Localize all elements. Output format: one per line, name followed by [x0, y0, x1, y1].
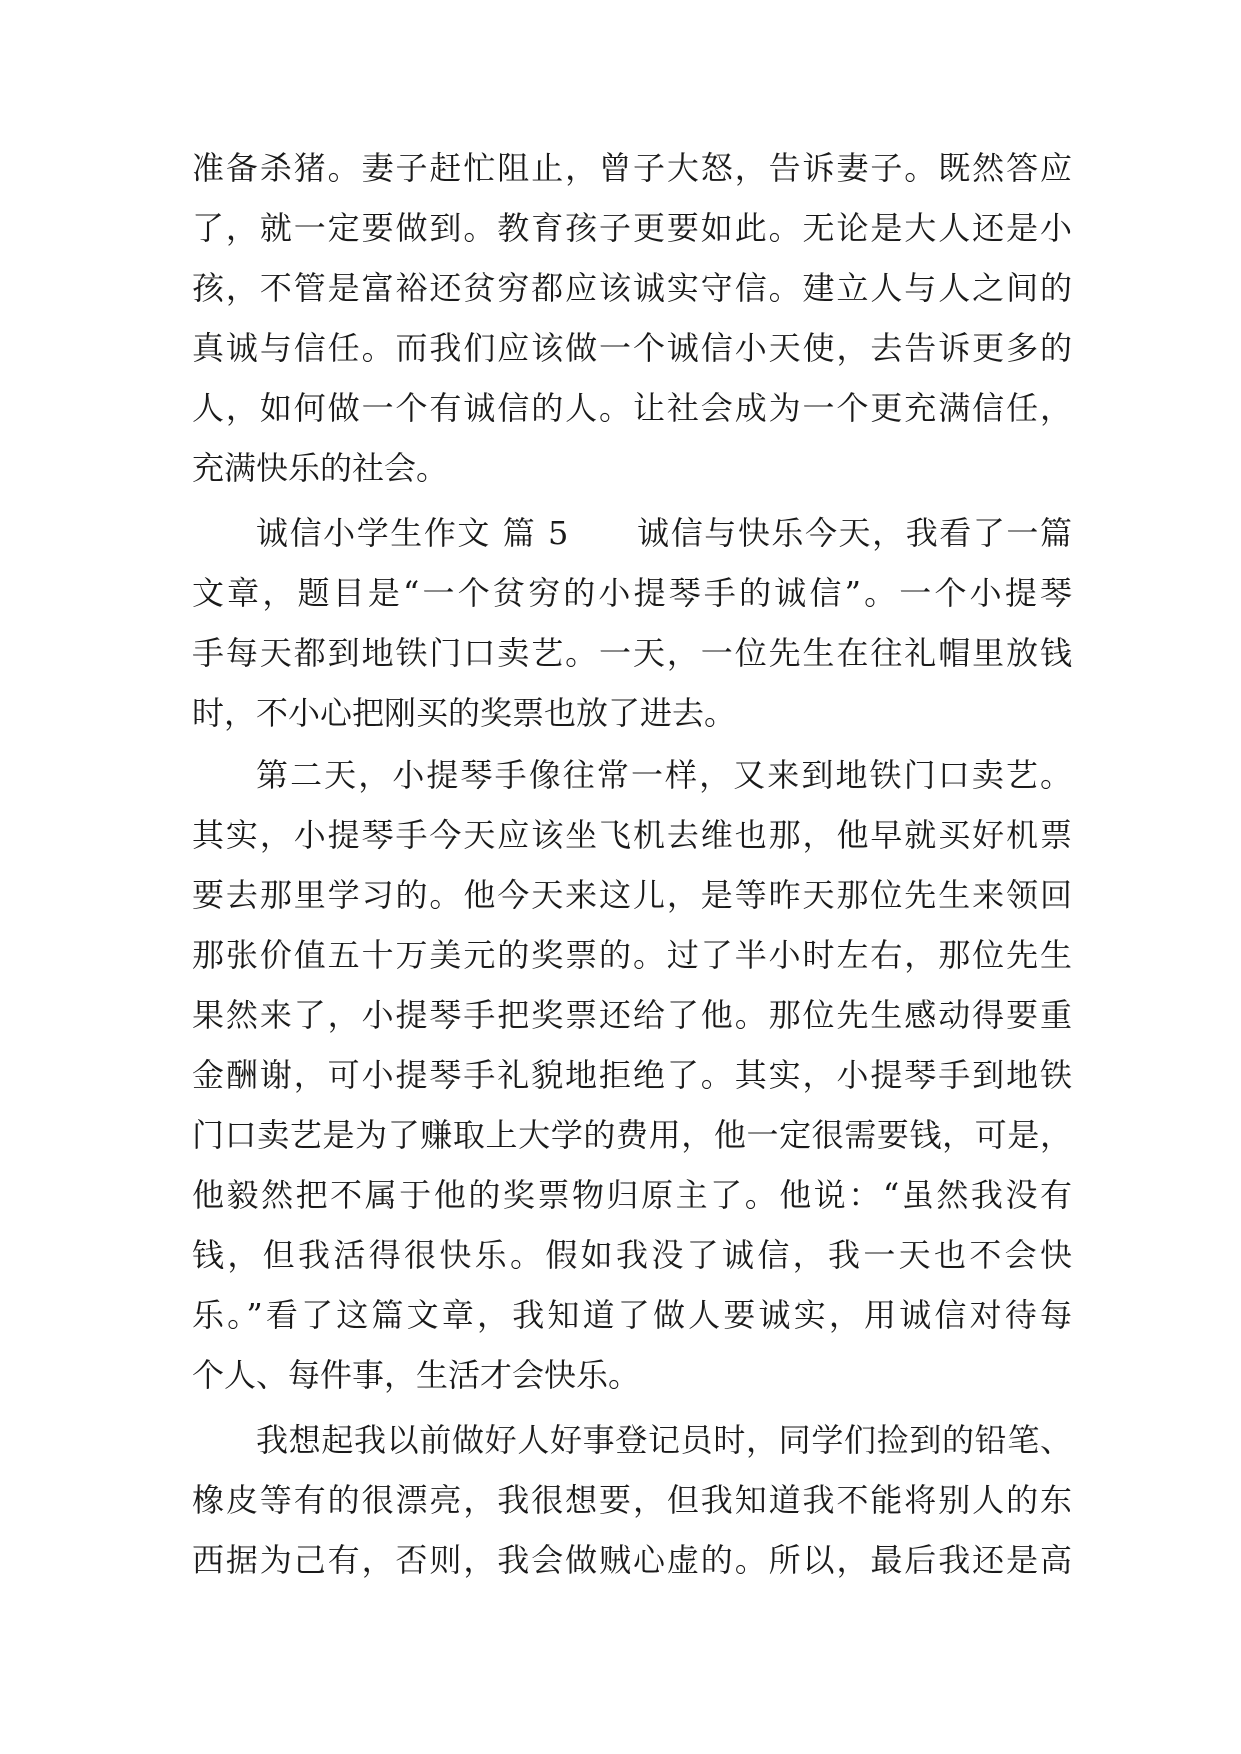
text-line: 时，不小心把刚买的奖票也放了进去。 [192, 694, 737, 732]
text-line: 西据为己有，否则，我会做贼心虚的。所以，最后我还是高 [192, 1541, 1072, 1579]
text-line: 个人、每件事，生活才会快乐。 [192, 1356, 641, 1394]
text-line: 果然来了，小提琴手把奖票还给了他。那位先生感动得要重 [192, 996, 1072, 1034]
text-line: 了，就一定要做到。教育孩子更要如此。无论是大人还是小 [192, 209, 1072, 247]
text-line: 乐。”看了这篇文章，我知道了做人要诚实，用诚信对待每 [192, 1296, 1072, 1334]
text-line: 橡皮等有的很漂亮，我很想要，但我知道我不能将别人的东 [192, 1481, 1072, 1519]
text-line: 第二天，小提琴手像往常一样，又来到地铁门口卖艺。 [256, 756, 1072, 794]
text-line: 手每天都到地铁门口卖艺。一天，一位先生在往礼帽里放钱 [192, 634, 1072, 672]
section-heading-line: 诚信小学生作文 篇 5 诚信与快乐今天，我看了一篇 [256, 514, 1072, 552]
text-line: 钱，但我活得很快乐。假如我没了诚信，我一天也不会快 [192, 1236, 1072, 1274]
text-line: 充满快乐的社会。 [192, 449, 449, 487]
text-line: 我想起我以前做好人好事登记员时，同学们捡到的铅笔、 [256, 1421, 1072, 1459]
text-line: 人，如何做一个有诚信的人。让社会成为一个更充满信任， [192, 389, 1072, 427]
text-line: 金酬谢，可小提琴手礼貌地拒绝了。其实，小提琴手到地铁 [192, 1056, 1072, 1094]
text-line: 要去那里学习的。他今天来这儿，是等昨天那位先生来领回 [192, 876, 1072, 914]
text-line: 准备杀猪。妻子赶忙阻止，曾子大怒，告诉妻子。既然答应 [192, 149, 1072, 187]
text-line: 真诚与信任。而我们应该做一个诚信小天使，去告诉更多的 [192, 329, 1072, 367]
text-line: 门口卖艺是为了赚取上大学的费用，他一定很需要钱，可是， [192, 1116, 1072, 1154]
text-line: 其实，小提琴手今天应该坐飞机去维也那，他早就买好机票 [192, 816, 1072, 854]
text-line: 文章，题目是“一个贫穷的小提琴手的诚信”。一个小提琴 [192, 574, 1072, 612]
text-line: 孩，不管是富裕还贫穷都应该诚实守信。建立人与人之间的 [192, 269, 1072, 307]
text-line: 他毅然把不属于他的奖票物归原主了。他说：“虽然我没有 [192, 1176, 1072, 1214]
text-line: 那张价值五十万美元的奖票的。过了半小时左右，那位先生 [192, 936, 1072, 974]
